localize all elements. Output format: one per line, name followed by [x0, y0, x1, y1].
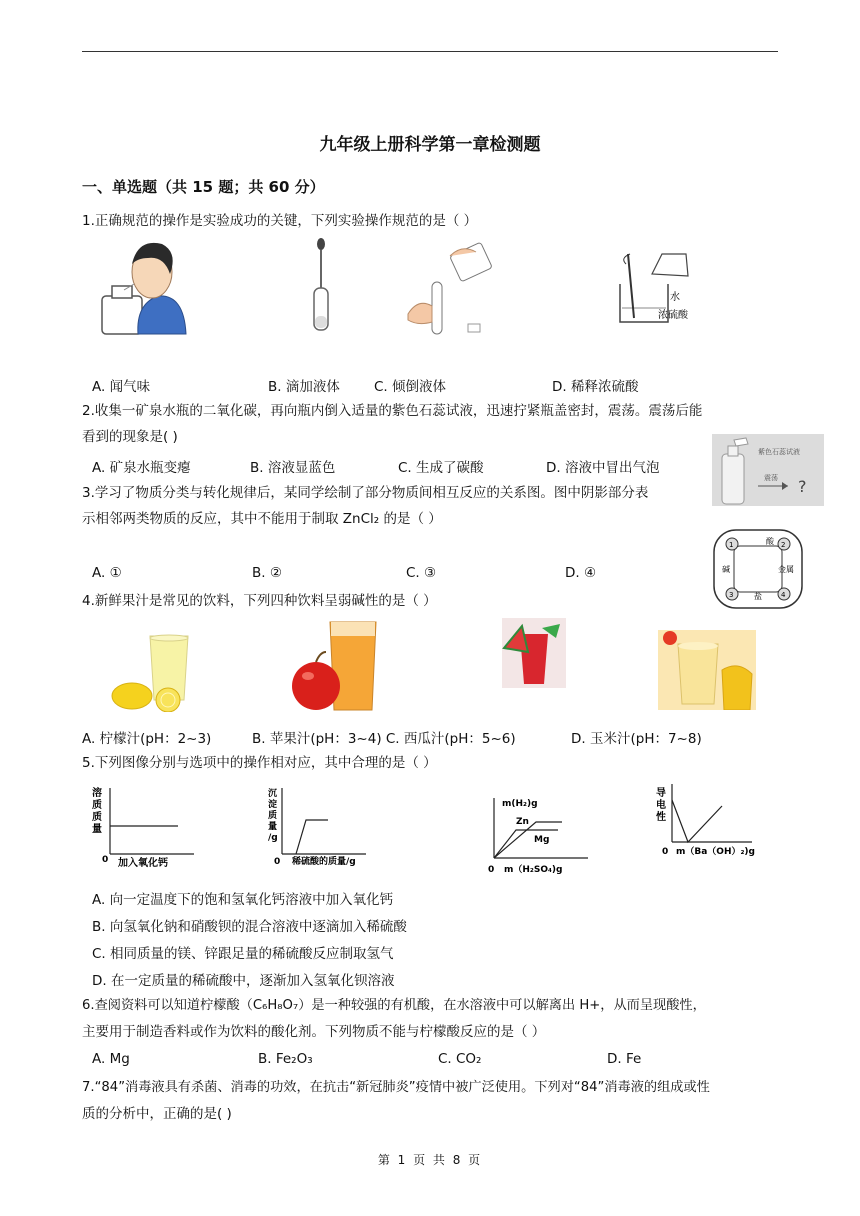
graph-c-origin: 0: [488, 865, 495, 875]
section-heading: 一、单选题（共 15 题；共 60 分）: [82, 178, 325, 196]
graph-b-ylabel-2: 淀: [268, 800, 278, 810]
q1-option-a[interactable]: A. 闻气味: [92, 379, 151, 395]
q4-option-d[interactable]: D. 玉米汁(pH：7~8): [571, 731, 702, 747]
q3-option-c[interactable]: C. ③: [406, 565, 437, 581]
graph-c-xlabel: m（H₂SO₄)g: [504, 865, 563, 875]
graph-a-ylabel-4: 量: [92, 824, 102, 835]
corn-juice-image: [658, 630, 756, 710]
page-title: 九年级上册科学第一章检测题: [319, 135, 541, 155]
lemon-juice-image: [110, 630, 210, 712]
q5-option-b[interactable]: B. 向氢氧化钠和硝酸钡的混合溶液中逐滴加入稀硫酸: [92, 919, 407, 935]
q6-option-c[interactable]: C. CO₂: [438, 1051, 482, 1067]
question-5-stem: 5.下列图像分别与选项中的操作相对应，其中合理的是（ ）: [82, 755, 437, 771]
header-rule: [82, 51, 778, 52]
question-6-line2: 主要用于制造香料或作为饮料的酸化剂。下列物质不能与柠檬酸反应的是（ ）: [82, 1024, 546, 1040]
question-3-line1: 3.学习了物质分类与转化规律后，某同学绘制了部分物质间相互反应的关系图。图中阴影部分表: [82, 485, 649, 501]
q4-option-bc[interactable]: B. 苹果汁(pH：3~4) C. 西瓜汁(pH：5~6): [252, 731, 516, 747]
circle-1-label: 1: [729, 541, 734, 549]
graph-b-ylabel-4: 量: [268, 822, 278, 832]
graph-a-ylabel-3: 质: [92, 812, 102, 823]
dilute-acid-figure: [610, 246, 696, 326]
graph-b-xlabel: 稀硫酸的质量/g: [292, 857, 356, 867]
question-3-line2: 示相邻两类物质的反应，其中不能用于制取 ZnCl₂ 的是（ ）: [82, 511, 442, 527]
smell-gas-figure: [98, 234, 190, 338]
acid-node: 酸: [766, 537, 774, 546]
q6-option-d[interactable]: D. Fe: [607, 1051, 642, 1067]
graph-b-origin: 0: [274, 857, 281, 867]
circle-3-label: 3: [729, 591, 734, 599]
graph-d-ylabel-3: 性: [656, 812, 666, 823]
graph-d-ylabel-2: 电: [656, 800, 666, 811]
graph-b-ylabel-5: /g: [268, 833, 278, 843]
shake-label: 震荡: [764, 474, 778, 482]
circle-4-label: 4: [781, 591, 786, 599]
apple-juice-image: [290, 618, 380, 714]
graph-c-zn-label: Zn: [516, 817, 529, 827]
q1-option-d[interactable]: D. 稀释浓硫酸: [552, 379, 639, 395]
question-6-line1: 6.查阅资料可以知道柠檬酸（C₆H₈O₇）是一种较强的有机酸，在水溶液中可以解离出 H+，从而呈现酸性，: [82, 998, 706, 1013]
water-label: 水: [670, 292, 680, 303]
graph-b: [258, 784, 370, 870]
reagent-label: 紫色石蕊试液: [758, 448, 800, 456]
q2-option-b[interactable]: B. 溶液显蓝色: [250, 460, 336, 476]
dropper-figure: [308, 236, 334, 334]
question-mark: ?: [798, 477, 807, 496]
graph-d-ylabel-1: 导: [656, 788, 666, 799]
q5-option-c[interactable]: C. 相同质量的镁、锌跟足量的稀硫酸反应制取氢气: [92, 946, 394, 962]
graph-c-mg-label: Mg: [534, 835, 550, 845]
graph-c-ylabel: m(H₂)g: [502, 799, 538, 809]
salt-node: 盐: [754, 592, 762, 601]
graph-a-ylabel-2: 质: [92, 800, 102, 811]
graph-b-ylabel-1: 沉: [268, 789, 278, 799]
q6-option-b[interactable]: B. Fe₂O₃: [258, 1051, 313, 1067]
graph-d-origin: 0: [662, 847, 669, 857]
question-1-stem: 1.正确规范的操作是实验成功的关键，下列实验操作规范的是（ ）: [82, 213, 478, 229]
acid-label: 浓硫酸: [658, 310, 688, 321]
q3-option-b[interactable]: B. ②: [252, 565, 282, 581]
page-footer: 第 1 页 共 8 页: [377, 1153, 483, 1167]
q6-option-a[interactable]: A. Mg: [92, 1051, 130, 1067]
watermelon-juice-image: [502, 618, 566, 688]
q2-option-d[interactable]: D. 溶液中冒出气泡: [546, 460, 660, 476]
circle-2-label: 2: [781, 541, 786, 549]
graph-d: [654, 780, 764, 860]
metal-node: 金属: [778, 565, 794, 574]
q4-option-a[interactable]: A. 柠檬汁(pH：2~3): [82, 731, 212, 747]
q1-option-b[interactable]: B. 滴加液体: [268, 379, 340, 395]
question-2-line2: 看到的现象是( ): [82, 429, 178, 445]
graph-a-ylabel-1: 溶: [92, 788, 102, 799]
question-7-line2: 质的分析中，正确的是( ): [82, 1106, 232, 1122]
q2-option-c[interactable]: C. 生成了碳酸: [398, 460, 484, 476]
graph-d-xlabel: m（Ba（OH）₂)g: [676, 847, 755, 857]
graph-c: [482, 792, 592, 876]
q2-option-a[interactable]: A. 矿泉水瓶变瘪: [92, 460, 191, 476]
q5-option-a[interactable]: A. 向一定温度下的饱和氢氧化钙溶液中加入氧化钙: [92, 892, 394, 908]
base-node: 碱: [722, 565, 730, 574]
graph-a-xlabel: 加入氧化钙: [118, 858, 168, 869]
graph-a-origin: 0: [102, 855, 109, 865]
graph-b-ylabel-3: 质: [268, 811, 278, 821]
q1-option-c[interactable]: C. 倾倒液体: [374, 379, 447, 395]
q3-option-d[interactable]: D. ④: [565, 565, 597, 581]
question-4-stem: 4.新鲜果汁是常见的饮料，下列四种饮料呈弱碱性的是（ ）: [82, 593, 437, 609]
q3-option-a[interactable]: A. ①: [92, 565, 122, 581]
pour-liquid-figure: [406, 242, 492, 338]
question-2-line1: 2.收集一矿泉水瓶的二氧化碳，再向瓶内倒入适量的紫色石蕊试液，迅速拧紧瓶盖密封，震荡。震荡后能: [82, 403, 703, 419]
question-7-line1: 7.“84”消毒液具有杀菌、消毒的功效，在抗击“新冠肺炎”疫情中被广泛使用。下列对“84”消毒液的组成或性: [82, 1080, 710, 1095]
graph-a: [86, 784, 196, 870]
q5-option-d[interactable]: D. 在一定质量的稀硫酸中，逐渐加入氢氧化钡溶液: [92, 973, 395, 989]
